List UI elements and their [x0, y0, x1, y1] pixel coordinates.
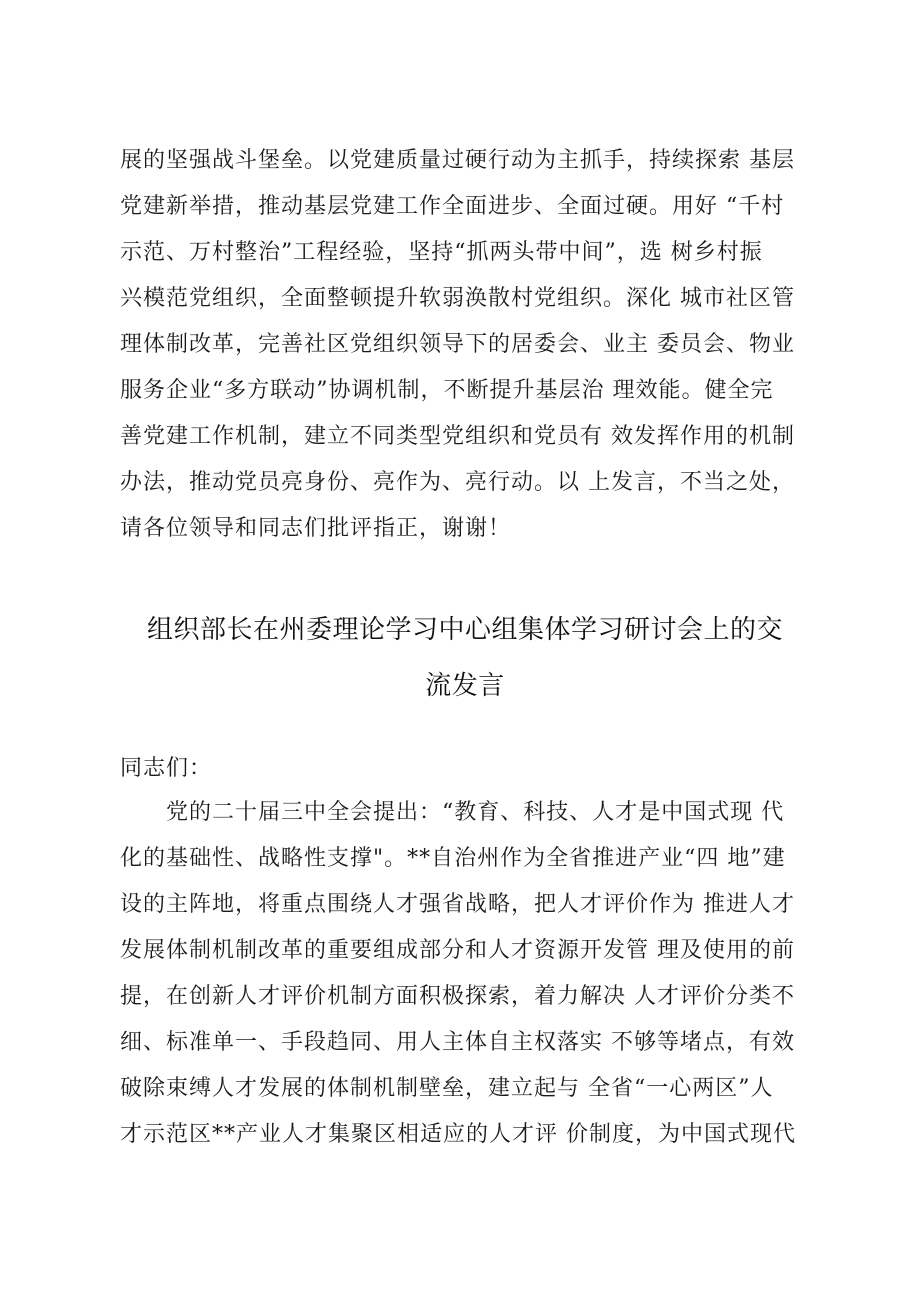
text-line: 提，在创新人才评价机制方面积极探索，着力解决 人才评价分类不: [120, 984, 795, 1009]
text-line: 党建新举措，推动基层党建工作全面进步、全面过硬。用好 “千村: [120, 194, 785, 219]
text-line: 示范、万村整治”工程经验，坚持“抓两头带中间”，选 树乡村振: [120, 240, 763, 265]
text-line: 才示范区**产业人才集聚区相适应的人才评 价制度，为中国式现代: [120, 1122, 796, 1147]
text-line: 破除束缚人才发展的体制机制壁垒，建立起与 全省“一心两区”人: [120, 1076, 774, 1101]
text-line: 兴模范党组织，全面整顿提升软弱涣散村党组织。深化 城市社区管: [120, 286, 795, 311]
text-line: 办法，推动党员亮身份、亮作为、亮行动。以 上发言，不当之处，: [120, 470, 795, 495]
text-line: 发展体制机制改革的重要组成部分和人才资源开发管 理及使用的前: [120, 938, 795, 963]
title-line: 流发言: [425, 671, 505, 701]
text-line: 善党建工作机制，建立不同类型党组织和党员有 效发挥作用的机制: [120, 424, 795, 449]
text-line: 党的二十届三中全会提出：“教育、科技、人才是中国式现 代: [120, 800, 785, 825]
text-line: 服务企业“多方联动”协调机制，不断提升基层治 理效能。健全完: [120, 378, 774, 403]
article-title: [120, 602, 810, 714]
text-line: 细、标准单一、手段趋同、用人主体自主权落实 不够等堵点，有效: [120, 1030, 795, 1055]
text-line: 请各位领导和同志们批评指正，谢谢！: [120, 516, 512, 541]
text-line: 化的基础性、战略性支撑"。**自治州作为全省推进产业“四 地”建: [120, 846, 786, 871]
speech-ending-paragraph: [120, 138, 810, 552]
speech-opening-paragraph: [120, 790, 810, 1158]
text-line: 设的主阵地，将重点围绕人才强省战略，把人才评价作为 推进人才: [120, 892, 795, 917]
title-line: 组织部长在州委理论学习中心组集体学习研讨会上的交: [146, 615, 783, 645]
text-line: 展的坚强战斗堡垒。以党建质量过硬行动为主抓手，持续探索 基层: [120, 148, 795, 173]
text-line: 理体制改革，完善社区党组织领导下的居委会、业主 委员会、物业: [120, 332, 795, 357]
salutation: 同志们：: [120, 756, 213, 781]
